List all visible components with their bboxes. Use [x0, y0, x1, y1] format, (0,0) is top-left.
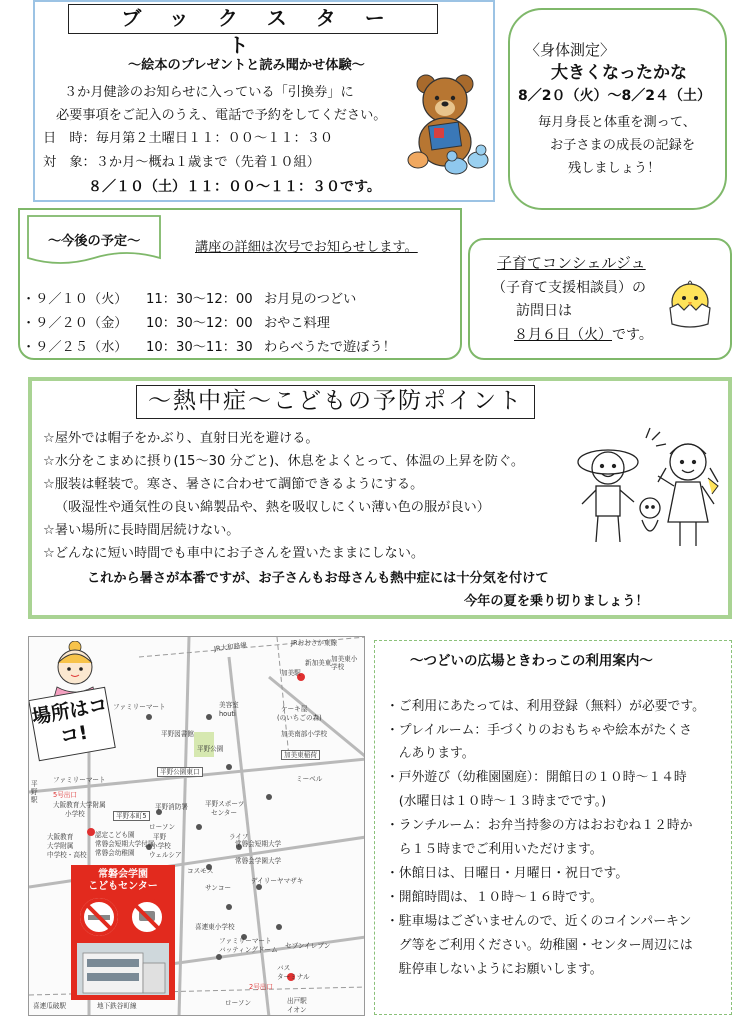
map-label-terminal: ターミナル [277, 973, 310, 981]
heatstroke-point-3: ☆服装は軽装で。寒さ、暑さに合わせて調節できるようにする。 [43, 477, 424, 492]
measurement-line3: 残しましょう！ [568, 161, 661, 176]
map-label-kamimi-elem: 加美東小学校 [331, 655, 358, 671]
map-label-family-3: ファミリーマート [219, 937, 272, 945]
bookstart-title: ブックスタート [68, 4, 438, 34]
map-label-jr-line: JR大和路線 [213, 641, 248, 653]
schedule-item-2-date: ・９／２０（金） [22, 316, 128, 331]
facility-info-line-11: グ等をご利用ください。幼稚園・センター周辺には [386, 938, 693, 953]
facility-info-line-10: ・駐車場はございませんので、近くのコインパーキン [386, 914, 692, 929]
schedule-item-3-date: ・９／２５（水） [22, 340, 128, 355]
schedule-note: 講座の詳細は次号でお知らせします。 [195, 240, 418, 255]
concierge-title: 子育てコンシェルジュ [497, 254, 646, 272]
heatstroke-point-2: ☆水分をこまめに摂り(15～30 分ごと)、休息をよくとって、体温の上昇を防ぐ。 [43, 454, 525, 469]
heatstroke-title: ～熱中症～こどもの予防ポイント [136, 385, 535, 419]
map-label-lawson-2: ローソン [225, 999, 252, 1007]
facility-info-line-5: (水曜日は１０時～１３時までです。) [386, 794, 607, 809]
map-label-hirano-lib: 平野図書館 [161, 730, 194, 738]
map-label-bus: バス [277, 964, 291, 972]
heatstroke-closing-2: 今年の夏を乗り切りましょう！ [464, 594, 649, 609]
map-label-houti: houti [219, 710, 236, 718]
center-name-1: 常磐会学園 [98, 869, 148, 880]
map-label-daigaku-fuzoku: 大学附属 [47, 842, 74, 850]
bookstart-target-label: 対 象： [43, 155, 96, 170]
bookstart-line1: ３か月健診のお知らせに入っている「引換券」に [64, 85, 354, 100]
map-label-cosmos: コスモス [187, 867, 214, 875]
map-label-hirano-park-mae: 平野公園東口 [157, 767, 203, 777]
map-label-shogakko: 小学校 [65, 810, 85, 818]
bookstart-date-row [43, 129, 333, 148]
measurement-line1: 毎月身長と体重を測って、 [538, 115, 696, 130]
map-label-sanko: サンコー [205, 884, 232, 892]
map-label-family-2: ファミリーマート [53, 776, 106, 784]
map-label-tokiwa-tanki: 常磐会短期大学 [235, 840, 282, 848]
facility-info-line-2: ・プレイルーム：手づくりのおもちゃや絵本がたくさ [386, 723, 692, 738]
schedule-item-3-event: わらべうたで遊ぼう！ [264, 340, 396, 355]
center-name-2: こどもセンター [88, 881, 158, 892]
measurement-line2: お子さまの成長の記録を [550, 138, 696, 153]
map-label-hirano-sports: 平野スポーツ [205, 800, 245, 808]
map-label-jr-east: JRおおさか東線 [291, 639, 338, 647]
chick-icon [664, 278, 716, 330]
measurement-title: 大きくなったかな [551, 63, 687, 83]
children-illustration-icon [568, 424, 728, 556]
map-label-life: ライフ [229, 833, 249, 841]
map-label-deto: 出戸駅 [287, 997, 307, 1005]
map-label-cake-2: (のいちごの森) [277, 714, 322, 722]
concierge-suffix: です。 [612, 327, 653, 343]
map-label-mibel: ミーベル [296, 775, 323, 783]
map-label-exit-5: 5号出口 [53, 791, 77, 799]
center-building-photo-icon [77, 943, 169, 995]
facility-info-line-9: ・開館時間は、１０時～１６時です。 [386, 890, 603, 905]
facility-info-line-12: 駐停車しないようにお願いします。 [386, 962, 603, 977]
heatstroke-point-1: ☆屋外では帽子をかぶり、直射日光を避ける。 [43, 431, 319, 446]
facility-info-line-8: ・休館日は、日曜日・月曜日・祝日です。 [386, 866, 629, 881]
heatstroke-point-6: ☆どんなに短い時間でも車中にお子さんを置いたままにしない。 [43, 546, 425, 561]
bookstart-subtitle: ～絵本のプレゼントと読み聞かせ体験～ [128, 58, 365, 73]
heatstroke-point-5: ☆暑い場所に長時間居続けない。 [43, 523, 240, 538]
map-label-tokiwa-daigaku: 常磐会学園大学 [235, 857, 282, 865]
facility-info-line-6: ・ランチルーム：お弁当持参の方はおおむね１２時か [386, 818, 693, 833]
no-smoking-icon [79, 897, 119, 937]
measurement-section [508, 8, 727, 210]
map-label-hirano-elem: 平野 [153, 833, 167, 841]
map-label-family-1: ファミリーマート [113, 703, 166, 711]
map-label-lawson-1: ローソン [149, 823, 176, 831]
measurement-heading: 〈身体測定〉 [525, 41, 616, 59]
map-label-tokiwa-youchien: 常磐会幼稚園 [95, 849, 135, 857]
map-label-hirano-shobo: 平野消防署 [155, 803, 188, 811]
schedule-item-3-time: 10：30～11：30 [146, 340, 253, 355]
map-label-oki-kyoiku-2: 大阪教育 [47, 833, 74, 841]
map-label-seven: セブンイレブン [285, 942, 331, 950]
schedule-item-1-date: ・９／１０（火） [22, 292, 128, 307]
map-label-kizan-nishi: 喜連瓜破駅 [33, 1002, 66, 1010]
concierge-date-row [514, 325, 653, 345]
bear-reading-icon [404, 72, 496, 176]
map-label-yamazaki: デイリーヤマザキ [251, 877, 304, 885]
map-sign-text: 場所はココ! [30, 693, 110, 749]
map-label-oki-kyoiku: 大阪教育大学附属 [53, 801, 106, 809]
schedule-item-1-time: 11：30～12：00 [146, 292, 253, 307]
no-parking-icon [127, 897, 167, 937]
facility-info-line-1: ・ご利用にあたっては、利用登録（無料）が必要です。 [386, 699, 705, 714]
children-center-callout [71, 865, 175, 1000]
measurement-dates: 8／2０（火）～8／2４（土） [518, 88, 711, 104]
bookstart-target-row [43, 153, 320, 172]
bookstart-date-label: 日 時： [43, 131, 96, 146]
concierge-line1: （子育て支援相談員）の [492, 280, 646, 296]
concierge-date: ８月６日（火） [514, 327, 612, 343]
map-label-center: センター [211, 809, 238, 817]
map-label-hirano-park: 平野公園 [197, 745, 224, 753]
facility-info-line-4: ・戸外遊び（幼稚園園庭）：開館日の１０時～１４時 [386, 770, 687, 785]
map-label-aeon: イオン [287, 1006, 307, 1014]
map-label-chugakko: 中学校・高校 [47, 851, 87, 859]
bookstart-date-value: 毎月第２土曜日１１：００～１１：３０ [95, 131, 334, 146]
map-label-kamimi-eki: 加美駅 [281, 669, 301, 677]
map-label-hirano-honmachi: 平野本町5 [113, 811, 150, 821]
bookstart-next-date: ８／１０（土）１１：００～１１：３０です。 [88, 179, 381, 195]
access-map [28, 636, 365, 1016]
heatstroke-closing-1: これから暑さが本番ですが、お子さんもお母さんも熱中症には十分気を付けて [87, 571, 549, 586]
map-label-wellcia: ウェルシア [149, 851, 182, 859]
bookstart-target-value: ３か月～概ね１歳まで（先着１０組） [95, 155, 320, 170]
concierge-line2: 訪問日は [516, 303, 572, 319]
heatstroke-point-4: （吸湿性や通気性の良い綿製品や、熱を吸収しにくい薄い色の服が良い） [55, 500, 490, 515]
schedule-item-1-event: お月見のつどい [264, 292, 357, 307]
map-label-kizan-elem: 喜連東小学校 [195, 923, 235, 931]
map-label-hirano-elem-2: 小学校 [151, 842, 171, 850]
schedule-item-2-time: 10：30～12：00 [146, 316, 253, 331]
bookstart-line2: 必要事項をご記入のうえ、電話で予約をしてください。 [56, 108, 387, 123]
map-label-exit-2: 2号出口 [249, 983, 273, 991]
map-label-hirano-eki: 平野駅 [31, 780, 38, 804]
map-label-shin-kamimi: 新加美東 [305, 659, 332, 667]
schedule-item-2-event: おやこ料理 [264, 316, 330, 331]
map-label-kamimi-kouban: 加美東稲荷 [281, 750, 320, 760]
map-label-cake: ケーキ屋 [281, 705, 308, 713]
map-label-minami: 美容室 [219, 701, 239, 709]
map-label-subway: 地下鉄谷町線 [97, 1002, 137, 1010]
facility-info-line-7: ら１５時までご利用いただけます。 [386, 842, 603, 857]
map-label-tokiwa-fuzoku: 常磐会短期大学付属 [95, 840, 155, 848]
schedule-banner-label: ～今後の予定～ [48, 234, 141, 249]
map-label-kamimi-nanpo: 加美南部小学校 [281, 730, 328, 738]
facility-info-line-3: んあります。 [386, 746, 475, 761]
map-label-nintei: 認定こども園 [95, 831, 135, 839]
facility-info-title: ～つどいの広場ときわっこの利用案内～ [410, 653, 653, 669]
map-label-batting: バッティングドーム [219, 946, 278, 954]
